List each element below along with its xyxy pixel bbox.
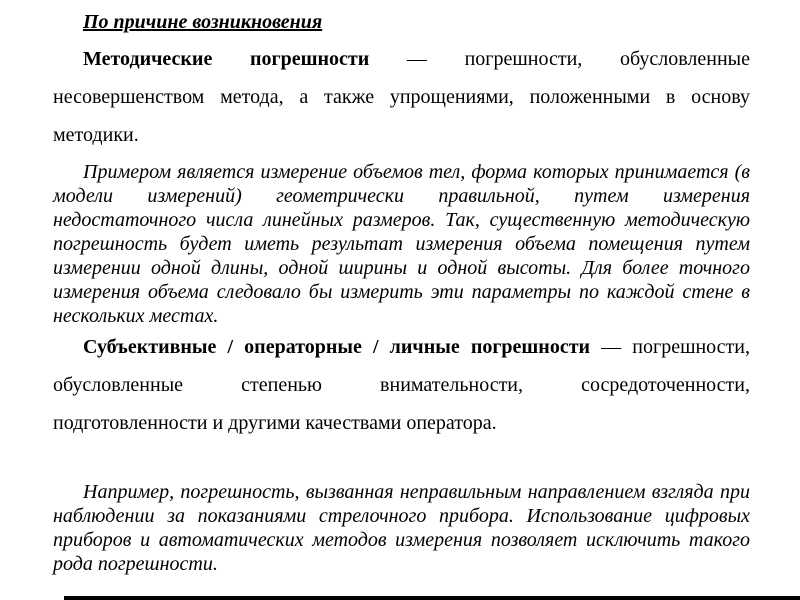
- definition-subjective-errors: — погрешности, обусловленные степенью внимательности, сосредоточенности, подготовленности и другими качествами оператора.: [53, 336, 750, 434]
- paragraph-example-volume-measurement: Примером является измерение объемов тел, форма которых принимается (в модели измерений) геометрически правильной, путем измерения недостаточного числа линейных размеров. Так, существенную методическую погрешность будет иметь результат измерения объема помещения путем измерении одной длины, одной ширины и одной высоты. Для более точного измерения объема следовало бы измерить эти параметры по каждой стене в нескольких местах.: [53, 161, 750, 327]
- paragraph-subjective-errors: [53, 328, 750, 442]
- paragraph-methodical-errors: [53, 40, 750, 154]
- term-methodical-errors: Методические погрешности: [83, 48, 370, 70]
- footer-bar: [64, 596, 800, 600]
- paragraph-example-pointer-instrument: Например, погрешность, вызванная неправильным направлением взгляда при наблюдении за показаниями стрелочного прибора. Использование цифровых приборов и автоматических методов измерения позволяет исключить такого рода погрешности.: [53, 481, 750, 575]
- definition-methodical-errors: — погрешности, обусловленные несовершенством метода, а также упрощениями, положенными в основу методики.: [53, 48, 750, 146]
- page-title: По причине возникновения: [83, 11, 323, 33]
- term-subjective-errors: Субъективные / операторные / личные погрешности: [83, 336, 591, 358]
